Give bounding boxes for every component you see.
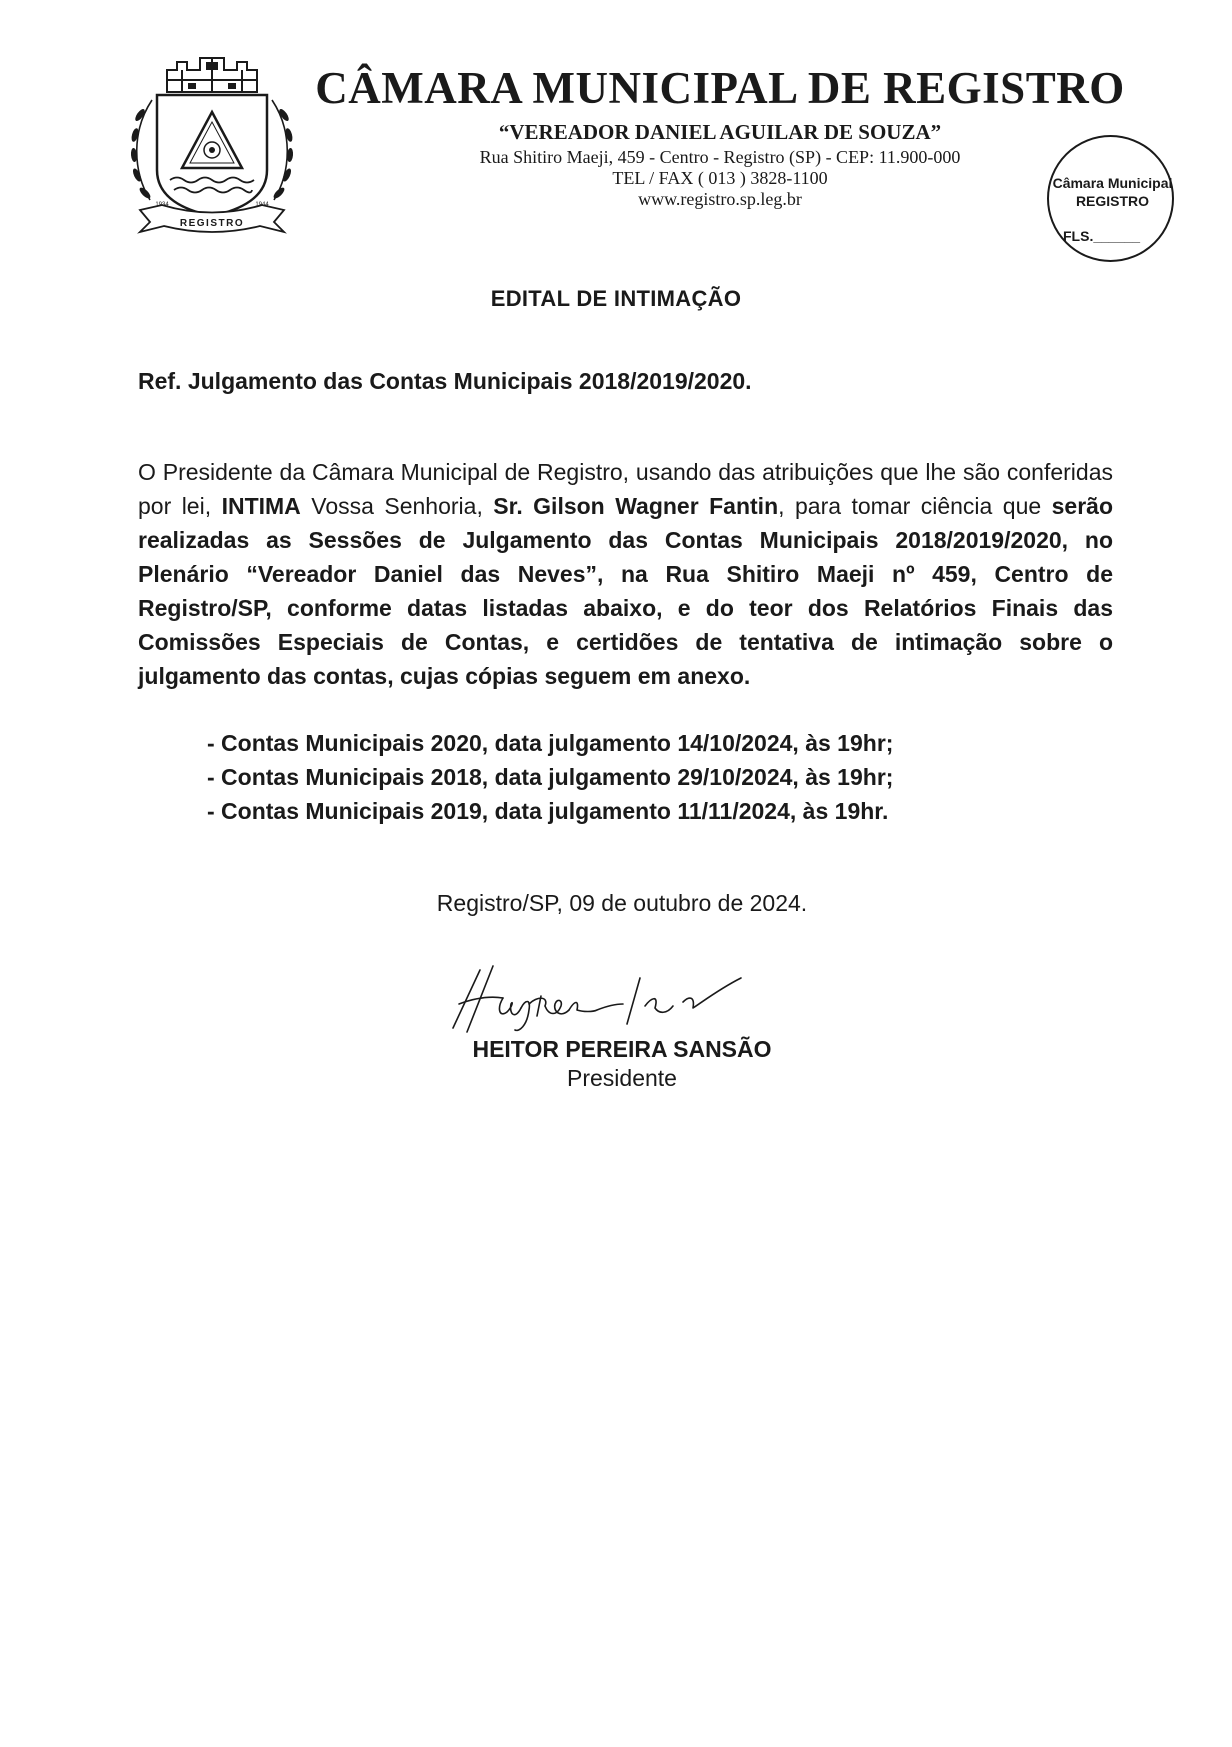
coat-of-arms-year-left: 1934 [155,202,169,208]
coat-of-arms-ribbon-text: REGISTRO [179,218,245,229]
schedule-item: - Contas Municipais 2018, data julgamento 29/10/2024, às 19hr; [207,764,894,790]
handwritten-signature-icon [445,960,785,1035]
place-and-date: Registro/SP, 09 de outubro de 2024. [436,890,808,916]
document-reference: Ref. Julgamento das Contas Municipais 2018/2019/2020. [138,368,752,394]
schedule-list [207,726,893,828]
body-text-part5: , para tomar ciência que [778,493,1052,519]
municipal-coat-of-arms-icon [122,50,302,235]
page-number-stamp [1047,135,1174,262]
body-text-part1: O Presidente da Câmara Municipal de Registro, usando das atribuições que lhe são conferidas por lei, [138,459,1113,519]
institution-website: www.registro.sp.leg.br [638,189,802,209]
schedule-item: - Contas Municipais 2019, data julgamento 11/11/2024, às 19hr. [207,798,889,824]
signer-name: HEITOR PEREIRA SANSÃO [472,1036,772,1062]
institution-address: Rua Shitiro Maeji, 459 - Centro - Registro (SP) - CEP: 11.900-000 [479,147,961,167]
institution-phone: TEL / FAX ( 013 ) 3828-1100 [612,168,828,188]
coat-of-arms-year-right: 1944 [255,202,269,208]
document-body [138,455,1113,693]
document-title: EDITAL DE INTIMAÇÃO [490,286,742,311]
body-sessions-details: serão realizadas as Sessões de Julgamento das Contas Municipais 2018/2019/2020, no Plenário “Vereador Daniel das Neves”, na Rua Shitiro Maeji nº 459, Centro de Registro/SP, conforme datas listadas abaixo, e do teor dos Relatórios Finais das Comissões Especiais de Contas, e certidões de tentativa de intimação sobre o julgamento das contas, cujas cópias seguem em anexo. [138,493,1113,689]
stamp-institution-label: Câmara Municipal [1052,175,1173,191]
stamp-page-field: FLS.______ [1063,228,1141,244]
institution-title: CÂMARA MUNICIPAL DE REGISTRO [315,63,1125,113]
body-intima-bold: INTIMA [221,493,301,519]
institution-subtitle: “VEREADOR DANIEL AGUILAR DE SOUZA” [498,120,942,144]
schedule-item: - Contas Municipais 2020, data julgamento 14/10/2024, às 19hr; [207,730,894,756]
body-recipient-name: Sr. Gilson Wagner Fantin [493,493,779,519]
signer-role: Presidente [567,1065,677,1091]
body-text-part3: Vossa Senhoria, [300,493,494,519]
stamp-city-label: REGISTRO [1075,193,1150,209]
